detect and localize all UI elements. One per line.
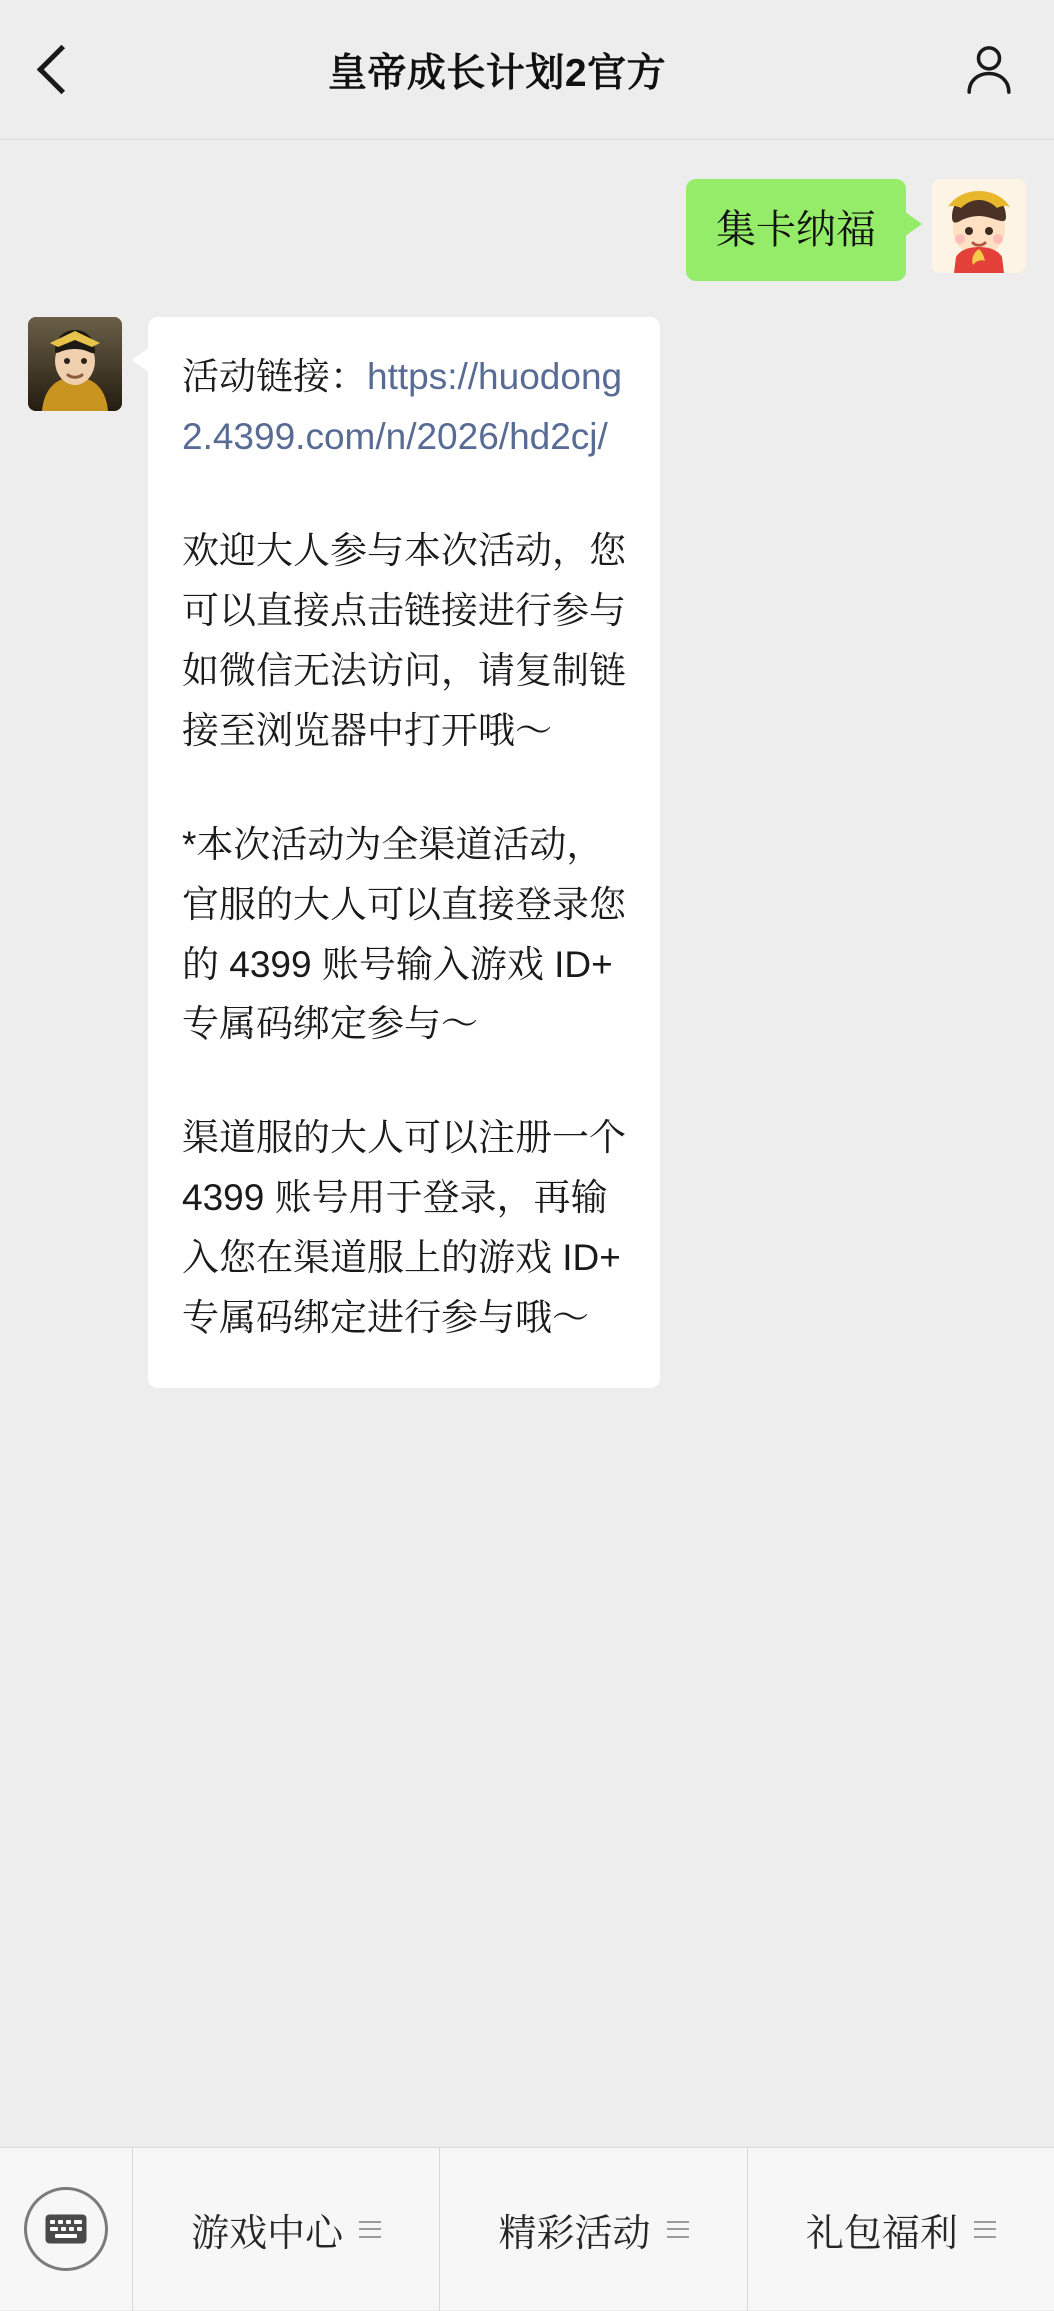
menu-list-icon: [974, 2221, 996, 2238]
paragraph-spacer: [182, 761, 626, 815]
chat-header: [0, 0, 1054, 140]
avatar-self-image: [932, 179, 1026, 273]
message-row-outgoing: [0, 141, 1054, 281]
message-list[interactable]: [0, 141, 1054, 2147]
menu-item-label: 精彩活动: [498, 2212, 651, 2255]
activity-link[interactable]: https://huodong2.4399.com/n/2026/hd2cj/: [182, 356, 623, 457]
message-paragraph-3: 渠道服的大人可以注册一个 4399 账号用于登录，再输入您在渠道服上的游戏 ID+ 专属码绑定进行参与哦～: [182, 1117, 626, 1339]
outgoing-message-bubble[interactable]: 集卡纳福: [686, 179, 906, 281]
link-label: 活动链接：: [182, 356, 367, 397]
paragraph-spacer: [182, 1054, 626, 1108]
keyboard-icon: [24, 2187, 108, 2271]
menu-item-label: 礼包福利: [805, 2212, 958, 2255]
message-row-incoming: [0, 281, 1054, 1388]
message-paragraph-1-line-2: 如微信无法访问，请复制链接至浏览器中打开哦～: [182, 649, 626, 751]
message-paragraph-2: *本次活动为全渠道活动，官服的大人可以直接登录您的 4399 账号输入游戏 ID+ 专属码绑定参与～: [182, 823, 626, 1045]
paragraph-spacer: [182, 467, 626, 521]
person-icon: [961, 42, 1017, 98]
message-paragraph-1-line-1: 欢迎大人参与本次活动，您可以直接点击链接进行参与: [182, 529, 626, 631]
keyboard-glyph: [44, 2213, 88, 2245]
message-link-line: [182, 347, 626, 467]
menu-list-icon: [359, 2221, 381, 2238]
menu-item-game-center[interactable]: [132, 2148, 439, 2311]
avatar-contact[interactable]: [28, 317, 122, 411]
contact-info-button[interactable]: [924, 0, 1054, 140]
menu-list-icon: [667, 2221, 689, 2238]
bottom-menu-bar: [0, 2147, 1054, 2310]
menu-item-gift-pack[interactable]: [747, 2148, 1054, 2311]
menu-item-label: 游戏中心: [191, 2212, 344, 2255]
menu-item-events[interactable]: [439, 2148, 746, 2311]
keyboard-toggle-button[interactable]: [0, 2187, 132, 2271]
page-title: 皇帝成长计划2官方: [327, 51, 667, 95]
avatar-self[interactable]: [932, 179, 1026, 273]
incoming-message-bubble[interactable]: [148, 317, 660, 1388]
avatar-contact-image: [28, 317, 122, 411]
